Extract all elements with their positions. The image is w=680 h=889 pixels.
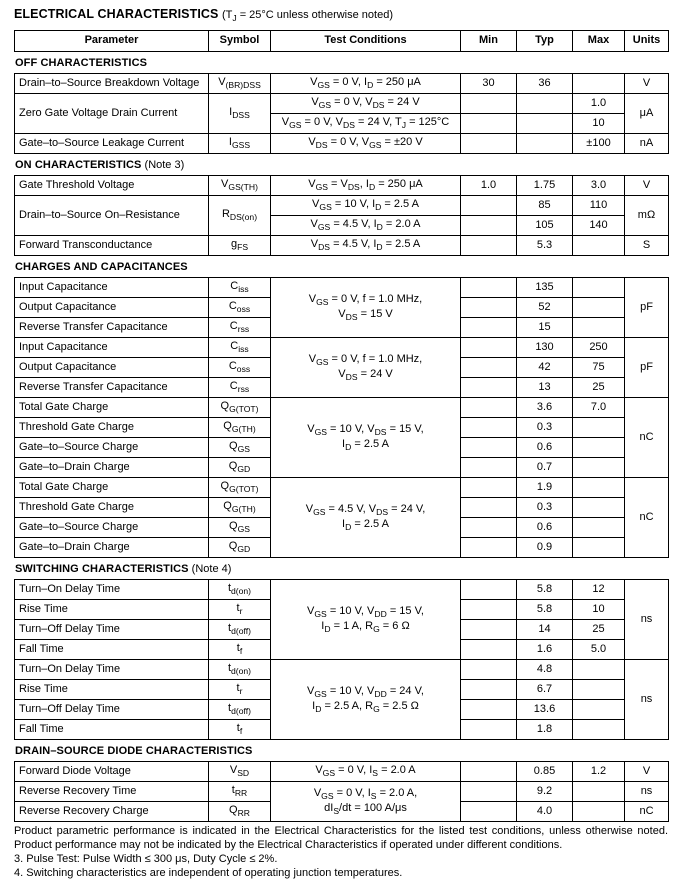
typ-cell: 13.6	[517, 700, 573, 720]
typ-cell: 0.6	[517, 518, 573, 538]
col-test-conditions: Test Conditions	[271, 31, 461, 52]
min-cell	[461, 498, 517, 518]
units-cell: nC	[625, 478, 669, 558]
symbol-cell: $C_{iss}$	[209, 278, 271, 298]
units-cell: mΩ	[625, 196, 669, 236]
title-note: ($T_J = 25^\circ C$ unless otherwise noted)	[221, 9, 393, 24]
min-cell	[461, 680, 517, 700]
table-row	[15, 176, 669, 196]
min-cell	[461, 518, 517, 538]
section-title-note: (Note 4)	[191, 563, 232, 576]
typ-cell: 5.3	[517, 236, 573, 256]
max-cell	[573, 74, 625, 94]
cond-cell: $V_{GS} = 0$ V, $V_{DS} = 24$ V, $T_J = 125^\circ C$	[271, 114, 461, 134]
symbol-cell: $g_{FS}$	[209, 236, 271, 256]
table-row	[15, 782, 669, 802]
units-cell: V	[625, 176, 669, 196]
param-cell: Rise Time	[15, 680, 209, 700]
param-cell: Gate–to–Source Charge	[15, 518, 209, 538]
col-units: Units	[625, 31, 669, 52]
param-cell: Drain–to–Source Breakdown Voltage	[15, 74, 209, 94]
cond-cell: $V_{GS} = 0$ V, f = 1.0 MHz, $V_{DS} = 24$ V	[271, 338, 461, 398]
param-cell: Fall Time	[15, 640, 209, 660]
symbol-cell: $Q_{GD}$	[209, 538, 271, 558]
param-cell: Turn–On Delay Time	[15, 580, 209, 600]
max-cell: 7.0	[573, 398, 625, 418]
param-cell: Rise Time	[15, 600, 209, 620]
min-cell	[461, 438, 517, 458]
footnotes	[14, 825, 668, 881]
symbol-cell: $V_{GS(TH)}$	[209, 176, 271, 196]
cond-cell: $V_{GS} = 4.5$ V, $I_D = 2.0$ A	[271, 216, 461, 236]
typ-cell: 36	[517, 74, 573, 94]
min-cell	[461, 660, 517, 680]
symbol-cell: $C_{iss}$	[209, 338, 271, 358]
max-cell	[573, 478, 625, 498]
section-title-text: ON CHARACTERISTICS	[15, 159, 142, 172]
table-header	[14, 30, 669, 52]
symbol-cell: $Q_{G(TH)}$	[209, 418, 271, 438]
symbol-cell: $Q_{G(TOT)}$	[209, 478, 271, 498]
min-cell	[461, 700, 517, 720]
section-table	[14, 761, 669, 822]
max-cell: 1.0	[573, 94, 625, 114]
symbol-cell: $Q_{GS}$	[209, 438, 271, 458]
min-cell: 1.0	[461, 176, 517, 196]
max-cell: 5.0	[573, 640, 625, 660]
param-cell: Turn–On Delay Time	[15, 660, 209, 680]
cond-cell: $V_{GS} = 0$ V, $V_{DS} = 24$ V	[271, 94, 461, 114]
param-cell: Fall Time	[15, 720, 209, 740]
typ-cell: 4.0	[517, 802, 573, 822]
col-parameter: Parameter	[15, 31, 209, 52]
typ-cell: 4.8	[517, 660, 573, 680]
table-row	[15, 762, 669, 782]
units-cell: nA	[625, 134, 669, 154]
min-cell	[461, 358, 517, 378]
min-cell	[461, 338, 517, 358]
cond-cell: $V_{GS} = 10$ V, $V_{DS} = 15$ V, $I_D = 2.5$ A	[271, 398, 461, 478]
min-cell	[461, 600, 517, 620]
param-cell: Threshold Gate Charge	[15, 498, 209, 518]
param-cell: Gate–to–Drain Charge	[15, 458, 209, 478]
typ-cell: 0.3	[517, 418, 573, 438]
symbol-cell: $V_{(BR)DSS}$	[209, 74, 271, 94]
symbol-cell: $t_f$	[209, 720, 271, 740]
max-cell: 25	[573, 620, 625, 640]
param-cell: Drain–to–Source On–Resistance	[15, 196, 209, 236]
max-cell	[573, 418, 625, 438]
page-title	[14, 7, 667, 23]
symbol-cell: $t_f$	[209, 640, 271, 660]
max-cell: 1.2	[573, 762, 625, 782]
typ-cell: 42	[517, 358, 573, 378]
param-cell: Forward Diode Voltage	[15, 762, 209, 782]
table-row	[15, 398, 669, 418]
title-text: ELECTRICAL CHARACTERISTICS	[14, 7, 219, 21]
max-cell	[573, 438, 625, 458]
symbol-cell: $I_{DSS}$	[209, 94, 271, 134]
section-title	[14, 52, 667, 73]
typ-cell: 5.8	[517, 580, 573, 600]
table-row	[15, 196, 669, 216]
typ-cell: 1.9	[517, 478, 573, 498]
symbol-cell: $Q_{RR}$	[209, 802, 271, 822]
param-cell: Input Capacitance	[15, 278, 209, 298]
param-cell: Forward Transconductance	[15, 236, 209, 256]
min-cell	[461, 318, 517, 338]
section-table	[14, 277, 669, 558]
disclaimer-text: Product parametric performance is indicated in the Electrical Characteristics for the listed test conditions, unless otherwise noted. Product performance may not be indicated by the Electrical Characteristics if operated under different conditions.	[14, 825, 668, 851]
param-cell: Total Gate Charge	[15, 478, 209, 498]
max-cell	[573, 700, 625, 720]
min-cell	[461, 538, 517, 558]
param-cell: Input Capacitance	[15, 338, 209, 358]
symbol-cell: $t_r$	[209, 600, 271, 620]
max-cell	[573, 318, 625, 338]
param-cell: Turn–Off Delay Time	[15, 700, 209, 720]
max-cell	[573, 498, 625, 518]
param-cell: Threshold Gate Charge	[15, 418, 209, 438]
max-cell	[573, 660, 625, 680]
min-cell	[461, 278, 517, 298]
min-cell	[461, 620, 517, 640]
units-cell: ns	[625, 580, 669, 660]
col-symbol: Symbol	[209, 31, 271, 52]
symbol-cell: $t_{d(off)}$	[209, 620, 271, 640]
symbol-cell: $t_{d(on)}$	[209, 580, 271, 600]
typ-cell: 0.3	[517, 498, 573, 518]
symbol-cell: $t_{RR}$	[209, 782, 271, 802]
min-cell	[461, 378, 517, 398]
param-cell: Output Capacitance	[15, 298, 209, 318]
min-cell	[461, 762, 517, 782]
table-row	[15, 580, 669, 600]
cond-cell: $V_{GS} = 10$ V, $V_{DD} = 15$ V, $I_D = 1$ A, $R_G = 6$ Ω	[271, 580, 461, 660]
param-cell: Reverse Recovery Charge	[15, 802, 209, 822]
typ-cell	[517, 94, 573, 114]
typ-cell	[517, 134, 573, 154]
units-cell: nC	[625, 398, 669, 478]
table-row	[15, 660, 669, 680]
max-cell	[573, 298, 625, 318]
units-cell: pF	[625, 278, 669, 338]
typ-cell: 1.6	[517, 640, 573, 660]
max-cell	[573, 680, 625, 700]
table-row	[15, 236, 669, 256]
cond-cell: $V_{DS} = 0$ V, $V_{GS} = \pm 20$ V	[271, 134, 461, 154]
section-table	[14, 175, 669, 256]
max-cell	[573, 236, 625, 256]
max-cell: 75	[573, 358, 625, 378]
param-cell: Gate–to–Source Leakage Current	[15, 134, 209, 154]
min-cell: 30	[461, 74, 517, 94]
max-cell: 140	[573, 216, 625, 236]
min-cell	[461, 196, 517, 216]
param-cell: Total Gate Charge	[15, 398, 209, 418]
table-row	[15, 278, 669, 298]
footnote-4: 4. Switching characteristics are independent of operating junction temperatures.	[14, 867, 403, 880]
max-cell: 3.0	[573, 176, 625, 196]
param-cell: Zero Gate Voltage Drain Current	[15, 94, 209, 134]
min-cell	[461, 236, 517, 256]
max-cell: 250	[573, 338, 625, 358]
symbol-cell: $I_{GSS}$	[209, 134, 271, 154]
min-cell	[461, 458, 517, 478]
symbol-cell: $t_{d(off)}$	[209, 700, 271, 720]
cond-cell: $V_{DS} = 4.5$ V, $I_D = 2.5$ A	[271, 236, 461, 256]
cond-cell: $V_{GS} = 0$ V, $I_S = 2.0$ A, $dI_S/dt = 100$ A/μs	[271, 782, 461, 822]
col-min: Min	[461, 31, 517, 52]
typ-cell: 52	[517, 298, 573, 318]
min-cell	[461, 216, 517, 236]
max-cell	[573, 782, 625, 802]
section-title-note: (Note 3)	[144, 159, 185, 172]
symbol-cell: $Q_{G(TH)}$	[209, 498, 271, 518]
symbol-cell: $C_{rss}$	[209, 378, 271, 398]
typ-cell: 5.8	[517, 600, 573, 620]
typ-cell: 6.7	[517, 680, 573, 700]
typ-cell: 15	[517, 318, 573, 338]
section-title	[14, 154, 667, 175]
max-cell	[573, 278, 625, 298]
units-cell: V	[625, 74, 669, 94]
min-cell	[461, 418, 517, 438]
cond-cell: $V_{GS} = 10$ V, $V_{DD} = 24$ V, $I_D = 2.5$ A, $R_G = 2.5$ Ω	[271, 660, 461, 740]
section-table	[14, 579, 669, 740]
cond-cell: $V_{GS} = 0$ V, f = 1.0 MHz, $V_{DS} = 15$ V	[271, 278, 461, 338]
param-cell: Gate–to–Drain Charge	[15, 538, 209, 558]
units-cell: S	[625, 236, 669, 256]
max-cell: ±100	[573, 134, 625, 154]
typ-cell: 14	[517, 620, 573, 640]
symbol-cell: $C_{oss}$	[209, 358, 271, 378]
min-cell	[461, 398, 517, 418]
symbol-cell: $t_r$	[209, 680, 271, 700]
typ-cell: 1.8	[517, 720, 573, 740]
cond-cell: $V_{GS} = 10$ V, $I_D = 2.5$ A	[271, 196, 461, 216]
units-cell: V	[625, 762, 669, 782]
param-cell: Gate–to–Source Charge	[15, 438, 209, 458]
section-title-text: CHARGES AND CAPACITANCES	[15, 261, 188, 274]
max-cell: 12	[573, 580, 625, 600]
typ-cell: 9.2	[517, 782, 573, 802]
cond-cell: $V_{GS} = 4.5$ V, $V_{DS} = 24$ V, $I_D = 2.5$ A	[271, 478, 461, 558]
table-row	[15, 94, 669, 114]
typ-cell: 0.7	[517, 458, 573, 478]
cond-cell: $V_{GS} = V_{DS}$, $I_D = 250$ μA	[271, 176, 461, 196]
section-table	[14, 73, 669, 154]
param-cell: Reverse Recovery Time	[15, 782, 209, 802]
section-title-text: OFF CHARACTERISTICS	[15, 57, 148, 70]
min-cell	[461, 580, 517, 600]
col-typ: Typ	[517, 31, 573, 52]
min-cell	[461, 802, 517, 822]
cond-cell: $V_{GS} = 0$ V, $I_S = 2.0$ A	[271, 762, 461, 782]
max-cell: 110	[573, 196, 625, 216]
param-cell: Reverse Transfer Capacitance	[15, 318, 209, 338]
symbol-cell: $C_{rss}$	[209, 318, 271, 338]
section-title	[14, 740, 667, 761]
symbol-cell: $Q_{G(TOT)}$	[209, 398, 271, 418]
param-cell: Output Capacitance	[15, 358, 209, 378]
max-cell: 10	[573, 114, 625, 134]
symbol-cell: $Q_{GD}$	[209, 458, 271, 478]
typ-cell: 0.85	[517, 762, 573, 782]
header-row	[15, 31, 669, 52]
max-cell	[573, 720, 625, 740]
min-cell	[461, 94, 517, 114]
table-sections	[14, 52, 667, 822]
table-row	[15, 478, 669, 498]
units-cell: ns	[625, 660, 669, 740]
section-title-text: SWITCHING CHARACTERISTICS	[15, 563, 189, 576]
table-row	[15, 134, 669, 154]
units-cell: pF	[625, 338, 669, 398]
min-cell	[461, 134, 517, 154]
table-row	[15, 338, 669, 358]
typ-cell: 13	[517, 378, 573, 398]
symbol-cell: $Q_{GS}$	[209, 518, 271, 538]
param-cell: Turn–Off Delay Time	[15, 620, 209, 640]
typ-cell: 0.9	[517, 538, 573, 558]
units-cell: μA	[625, 94, 669, 134]
typ-cell: 1.75	[517, 176, 573, 196]
units-cell: ns	[625, 782, 669, 802]
min-cell	[461, 640, 517, 660]
max-cell: 25	[573, 378, 625, 398]
symbol-cell: $R_{DS(on)}$	[209, 196, 271, 236]
typ-cell: 105	[517, 216, 573, 236]
footnote-3: 3. Pulse Test: Pulse Width ≤ 300 μs, Duty Cycle ≤ 2%.	[14, 853, 278, 865]
min-cell	[461, 298, 517, 318]
typ-cell: 0.6	[517, 438, 573, 458]
units-cell: nC	[625, 802, 669, 822]
typ-cell: 130	[517, 338, 573, 358]
max-cell	[573, 518, 625, 538]
min-cell	[461, 720, 517, 740]
typ-cell	[517, 114, 573, 134]
max-cell	[573, 538, 625, 558]
param-cell: Reverse Transfer Capacitance	[15, 378, 209, 398]
min-cell	[461, 114, 517, 134]
typ-cell: 3.6	[517, 398, 573, 418]
max-cell: 10	[573, 600, 625, 620]
section-title-text: DRAIN–SOURCE DIODE CHARACTERISTICS	[15, 745, 253, 758]
max-cell	[573, 458, 625, 478]
typ-cell: 135	[517, 278, 573, 298]
param-cell: Gate Threshold Voltage	[15, 176, 209, 196]
section-title	[14, 558, 667, 579]
symbol-cell: $t_{d(on)}$	[209, 660, 271, 680]
symbol-cell: $C_{oss}$	[209, 298, 271, 318]
min-cell	[461, 782, 517, 802]
max-cell	[573, 802, 625, 822]
col-max: Max	[573, 31, 625, 52]
symbol-cell: $V_{SD}$	[209, 762, 271, 782]
section-title	[14, 256, 667, 277]
table-row	[15, 74, 669, 94]
typ-cell: 85	[517, 196, 573, 216]
min-cell	[461, 478, 517, 498]
cond-cell: $V_{GS} = 0$ V, $I_D = 250$ μA	[271, 74, 461, 94]
